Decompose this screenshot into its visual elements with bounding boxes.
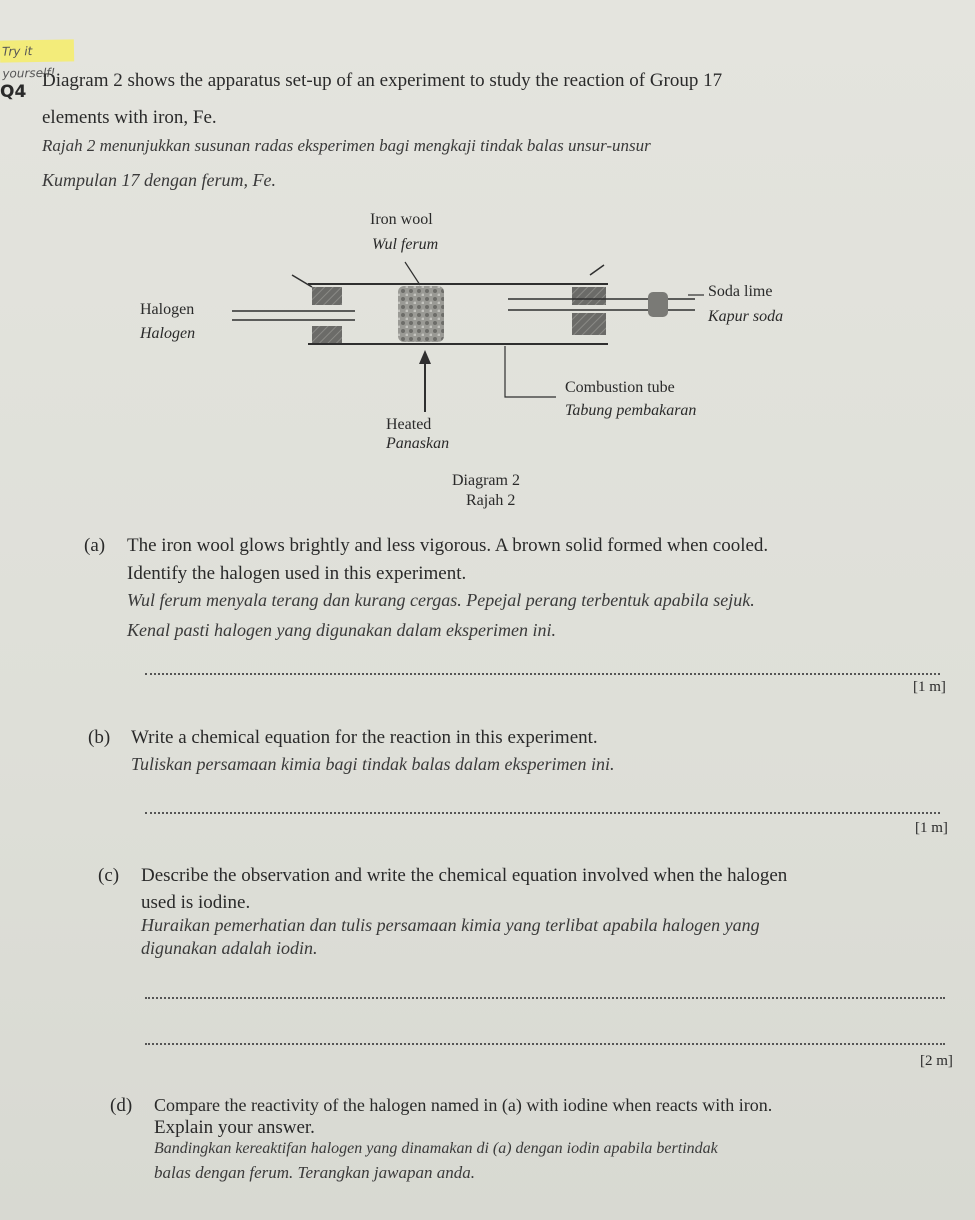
label-heated: Heated — [386, 416, 432, 433]
label-heated-my: Panaskan — [386, 435, 450, 452]
part-b-label: (b) — [88, 727, 111, 748]
right-stopper-top — [572, 287, 606, 305]
part-c-en-line1: Describe the observation and write the chemical equation involved when the halogen — [141, 865, 788, 886]
part-b-marks: [1 m] — [915, 820, 948, 836]
part-c-en-line2: used is iodine. — [141, 892, 251, 913]
intro-my-line1: Rajah 2 menunjukkan susunan radas eksperimen bagi mengkaji tindak balas unsur-unsur — [42, 136, 651, 155]
part-d-en-line2: Explain your answer. — [154, 1117, 315, 1138]
answer-line-c2[interactable] — [145, 1043, 945, 1045]
right-stopper-bottom — [572, 313, 606, 335]
label-combustion-tube-my: Tabung pembakaran — [565, 402, 697, 419]
part-a-label: (a) — [84, 535, 106, 556]
part-c-marks: [2 m] — [920, 1053, 953, 1069]
part-c-my-line1: Huraikan pemerhatian dan tulis persamaan kimia yang terlibat apabila halogen yang — [141, 915, 760, 935]
apparatus-diagram — [0, 0, 975, 520]
answer-line-c1[interactable] — [145, 997, 945, 999]
left-stopper-top — [312, 287, 342, 305]
try-yourself-badge: Try it yourself! — [0, 39, 74, 62]
left-stopper-bottom — [312, 326, 342, 343]
part-c-label: (c) — [98, 865, 120, 886]
part-d-label: (d) — [110, 1095, 133, 1116]
label-soda-lime: Soda lime — [708, 283, 773, 300]
label-iron-wool-my: Wul ferum — [372, 236, 439, 253]
combustion-tube-pointer — [505, 346, 556, 397]
tube-right-cut — [590, 265, 604, 275]
label-combustion-tube: Combustion tube — [565, 379, 675, 396]
part-b-en-line1: Write a chemical equation for the reaction in this experiment. — [131, 727, 598, 748]
answer-line-a[interactable] — [145, 673, 940, 675]
label-iron-wool: Iron wool — [370, 211, 433, 228]
part-a-my-line2: Kenal pasti halogen yang digunakan dalam eksperimen ini. — [127, 620, 556, 640]
label-halogen-my: Halogen — [140, 325, 196, 342]
part-d-my-line2: balas dengan ferum. Terangkan jawapan anda. — [154, 1163, 475, 1182]
intro-my-line2: Kumpulan 17 dengan ferum, Fe. — [42, 170, 276, 190]
part-a-en-line1: The iron wool glows brightly and less vigorous. A brown solid formed when cooled. — [127, 535, 769, 556]
tube-left-cut — [292, 275, 312, 287]
soda-lime-plug — [648, 292, 668, 317]
part-c-my-line2: digunakan adalah iodin. — [141, 938, 318, 958]
answer-line-b[interactable] — [145, 812, 940, 814]
part-a-my-line1: Wul ferum menyala terang dan kurang cergas. Pepejal perang terbentuk apabila sejuk. — [127, 590, 755, 610]
intro-en-line2: elements with iron, Fe. — [42, 107, 217, 128]
part-d-my-line1: Bandingkan kereaktifan halogen yang dinamakan di (a) dengan iodin apabila bertindak — [154, 1140, 718, 1157]
part-a-marks: [1 m] — [913, 679, 946, 695]
diagram-caption: Diagram 2 — [452, 472, 520, 489]
diagram-caption-my: Rajah 2 — [466, 492, 516, 509]
part-d-en-line1: Compare the reactivity of the halogen named in (a) with iodine when reacts with iron. — [154, 1095, 773, 1115]
part-a-en-line2: Identify the halogen used in this experiment. — [127, 563, 467, 584]
iron-wool — [398, 286, 444, 342]
intro-en-line1: Diagram 2 shows the apparatus set-up of an experiment to study the reaction of Group 17 — [42, 70, 723, 91]
part-b-my-line1: Tuliskan persamaan kimia bagi tindak balas dalam eksperimen ini. — [131, 754, 615, 774]
label-soda-lime-my: Kapur soda — [708, 308, 784, 325]
label-halogen: Halogen — [140, 301, 195, 318]
question-number: Q4 — [0, 82, 27, 102]
